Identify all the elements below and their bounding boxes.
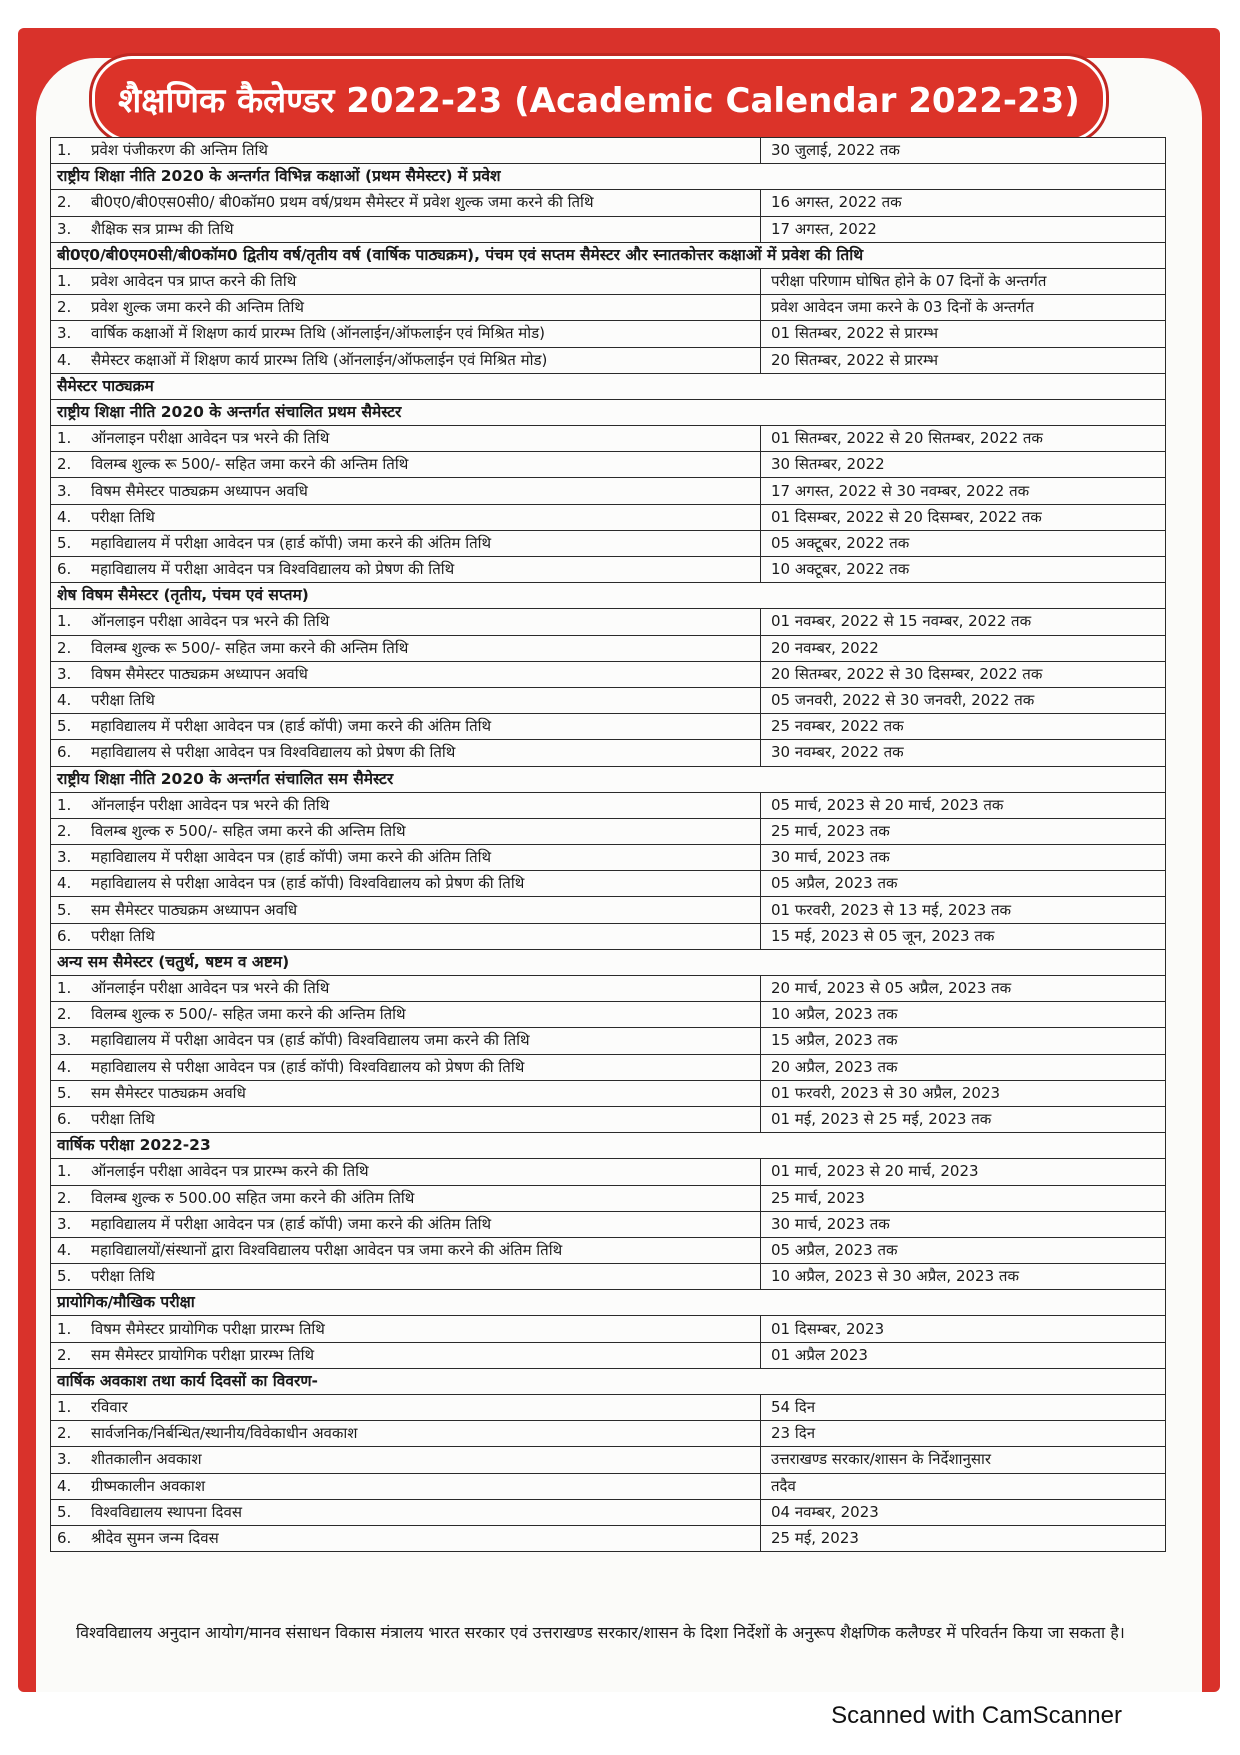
table-row (51, 190, 1166, 216)
row-number: 5. (57, 1083, 72, 1102)
row-value: 17 अगस्त, 2022 से 30 नवम्बर, 2022 तक (761, 478, 1166, 504)
table-row (51, 740, 1166, 766)
row-label-cell (51, 190, 761, 216)
row-number: 2. (57, 298, 72, 317)
row-number: 4. (57, 1240, 72, 1259)
table-row (51, 530, 1166, 556)
row-label-cell (51, 871, 761, 897)
row-label-cell (51, 1106, 761, 1132)
row-label-cell (51, 923, 761, 949)
table-row (51, 268, 1166, 294)
row-number: 3. (57, 219, 72, 238)
row-number: 2. (57, 638, 72, 657)
row-number: 1. (57, 1319, 72, 1338)
table-row (51, 347, 1166, 373)
row-label-cell (51, 138, 761, 164)
table-row (51, 504, 1166, 530)
table-row (51, 1473, 1166, 1499)
row-label: महाविद्यालय में परीक्षा आवेदन पत्र (हार्ड कॉपी) जमा करने की अंतिम तिथि (91, 717, 492, 736)
table-row (51, 792, 1166, 818)
row-value: 17 अगस्त, 2022 (761, 216, 1166, 242)
table-row (51, 818, 1166, 844)
table-row (51, 635, 1166, 661)
row-label-cell (51, 216, 761, 242)
table-row (51, 1447, 1166, 1473)
table-row (51, 1342, 1166, 1368)
academic-calendar-table (50, 137, 1166, 1552)
row-label-cell (51, 1395, 761, 1421)
row-label: विषम सैमेस्टर प्रायोगिक परीक्षा प्रारम्भ तिथि (91, 1319, 325, 1338)
row-label: महाविद्यालय में परीक्षा आवेदन पत्र (हार्ड कॉपी) विश्वविद्यालय जमा करने की तिथि (91, 1031, 530, 1050)
row-number: 2. (57, 455, 72, 474)
table-row (51, 897, 1166, 923)
row-value: 01 फरवरी, 2023 से 13 मई, 2023 तक (761, 897, 1166, 923)
table-row (51, 1237, 1166, 1263)
row-label: विषम सैमेस्टर पाठ्यक्रम अध्यापन अवधि (91, 664, 308, 683)
table-row (51, 1211, 1166, 1237)
row-value: 10 अप्रैल, 2023 तक (761, 1002, 1166, 1028)
row-value: 30 मार्च, 2023 तक (761, 845, 1166, 871)
row-number: 3. (57, 481, 72, 500)
table-row (51, 976, 1166, 1002)
row-label-cell (51, 1499, 761, 1525)
row-label: प्रवेश पंजीकरण की अन्तिम तिथि (91, 141, 268, 160)
table-row (51, 321, 1166, 347)
row-label: विलम्ब शुल्क रू 500/- सहित जमा करने की अन्तिम तिथि (91, 638, 409, 657)
section-header: शेष विषम सैमेस्टर (तृतीय, पंचम एवं सप्तम) (51, 583, 1166, 609)
section-header-row (51, 1133, 1166, 1159)
table-row (51, 1395, 1166, 1421)
table-row (51, 714, 1166, 740)
row-label-cell (51, 1080, 761, 1106)
row-label: परीक्षा तिथि (91, 691, 155, 710)
table-row (51, 216, 1166, 242)
row-value: 01 सितम्बर, 2022 से प्रारम्भ (761, 321, 1166, 347)
row-label-cell (51, 845, 761, 871)
row-label: वार्षिक कक्षाओं में शिक्षण कार्य प्रारम्भ तिथि (ऑनलाईन/ऑफलाईन एवं मिश्रित मोड) (91, 324, 545, 343)
row-number: 6. (57, 560, 72, 579)
row-number: 2. (57, 1005, 72, 1024)
row-label: महाविद्यालय में परीक्षा आवेदन पत्र विश्वविद्यालय को प्रेषण की तिथि (91, 560, 455, 579)
table-row (51, 1185, 1166, 1211)
row-label-cell (51, 976, 761, 1002)
row-number: 1. (57, 429, 72, 448)
row-label: ऑनलाईन परीक्षा आवेदन पत्र भरने की तिथि (91, 979, 330, 998)
scanner-watermark: Scanned with CamScanner (831, 1702, 1122, 1729)
row-value: 54 दिन (761, 1395, 1166, 1421)
row-value: 01 मार्च, 2023 से 20 मार्च, 2023 (761, 1159, 1166, 1185)
row-label: विषम सैमेस्टर पाठ्यक्रम अध्यापन अवधि (91, 481, 308, 500)
row-label-cell (51, 1159, 761, 1185)
table-row (51, 1316, 1166, 1342)
row-number: 6. (57, 743, 72, 762)
row-label-cell (51, 1237, 761, 1263)
row-label: श्रीदेव सुमन जन्म दिवस (91, 1529, 219, 1548)
table-row (51, 1421, 1166, 1447)
row-number: 2. (57, 1345, 72, 1364)
row-label: विलम्ब शुल्क रु 500/- सहित जमा करने की अन्तिम तिथि (91, 1005, 406, 1024)
row-label: सैमेस्टर कक्षाओं में शिक्षण कार्य प्रारम्भ तिथि (ऑनलाईन/ऑफलाईन एवं मिश्रित मोड) (91, 350, 548, 369)
row-number: 4. (57, 691, 72, 710)
calendar-table-body (51, 138, 1166, 1552)
table-row (51, 609, 1166, 635)
row-label-cell (51, 452, 761, 478)
row-value: 25 मार्च, 2023 तक (761, 818, 1166, 844)
row-label: परीक्षा तिथि (91, 1110, 155, 1129)
row-label: ऑनलाईन परीक्षा आवेदन पत्र भरने की तिथि (91, 795, 330, 814)
table-row (51, 1159, 1166, 1185)
row-value: 01 सितम्बर, 2022 से 20 सितम्बर, 2022 तक (761, 426, 1166, 452)
table-row (51, 845, 1166, 871)
row-number: 1. (57, 979, 72, 998)
row-label-cell (51, 609, 761, 635)
row-number: 4. (57, 350, 72, 369)
row-number: 1. (57, 1398, 72, 1417)
table-row (51, 557, 1166, 583)
row-number: 4. (57, 1057, 72, 1076)
row-value: 15 मई, 2023 से 05 जून, 2023 तक (761, 923, 1166, 949)
row-label-cell (51, 1185, 761, 1211)
row-value: 25 नवम्बर, 2022 तक (761, 714, 1166, 740)
section-header-row (51, 583, 1166, 609)
row-value: 04 नवम्बर, 2023 (761, 1499, 1166, 1525)
row-label: महाविद्यालय में परीक्षा आवेदन पत्र (हार्ड कॉपी) जमा करने की अंतिम तिथि (91, 533, 492, 552)
section-header: सैमेस्टर पाठ्यक्रम (51, 373, 1166, 399)
row-number: 6. (57, 926, 72, 945)
row-value: 10 अप्रैल, 2023 से 30 अप्रैल, 2023 तक (761, 1264, 1166, 1290)
row-value: 01 दिसम्बर, 2023 (761, 1316, 1166, 1342)
row-label: महाविद्यालय से परीक्षा आवेदन पत्र (हार्ड कॉपी) विश्वविद्यालय को प्रेषण की तिथि (91, 874, 525, 893)
row-label-cell (51, 268, 761, 294)
row-value: 05 जनवरी, 2022 से 30 जनवरी, 2022 तक (761, 687, 1166, 713)
row-label: महाविद्यालय में परीक्षा आवेदन पत्र (हार्ड कॉपी) जमा करने की अंतिम तिथि (91, 1214, 492, 1233)
row-value: 20 सितम्बर, 2022 से 30 दिसम्बर, 2022 तक (761, 661, 1166, 687)
row-number: 6. (57, 1110, 72, 1129)
row-number: 5. (57, 900, 72, 919)
row-number: 2. (57, 1424, 72, 1443)
row-label-cell (51, 530, 761, 556)
row-label-cell (51, 478, 761, 504)
row-label: शीतकालीन अवकाश (91, 1450, 202, 1469)
section-header-row (51, 373, 1166, 399)
row-value: 01 अप्रैल 2023 (761, 1342, 1166, 1368)
table-row (51, 1264, 1166, 1290)
row-value: 30 जुलाई, 2022 तक (761, 138, 1166, 164)
row-label-cell (51, 321, 761, 347)
row-label-cell (51, 1447, 761, 1473)
row-value: प्रवेश आवेदन जमा करने के 03 दिनों के अन्तर्गत (761, 295, 1166, 321)
row-number: 1. (57, 612, 72, 631)
row-label-cell (51, 295, 761, 321)
row-label: सम सैमेस्टर पाठ्यक्रम अवधि (91, 1083, 246, 1102)
row-label: ऑनलाइन परीक्षा आवेदन पत्र भरने की तिथि (91, 429, 330, 448)
row-label: विश्वविद्यालय स्थापना दिवस (91, 1502, 242, 1521)
row-label-cell (51, 504, 761, 530)
row-label-cell (51, 426, 761, 452)
row-label-cell (51, 1264, 761, 1290)
row-number: 2. (57, 193, 72, 212)
row-value: 25 मार्च, 2023 (761, 1185, 1166, 1211)
section-header-row (51, 949, 1166, 975)
table-row (51, 426, 1166, 452)
row-label: सम सैमेस्टर पाठ्यक्रम अध्यापन अवधि (91, 900, 298, 919)
section-header-row (51, 1368, 1166, 1394)
row-number: 1. (57, 141, 72, 160)
section-header: प्रायोगिक/मौखिक परीक्षा (51, 1290, 1166, 1316)
row-label-cell (51, 1342, 761, 1368)
row-label: ऑनलाइन परीक्षा आवेदन पत्र भरने की तिथि (91, 612, 330, 631)
table-row (51, 923, 1166, 949)
section-header-row (51, 399, 1166, 425)
row-label: रविवार (91, 1398, 128, 1417)
row-value: 30 मार्च, 2023 तक (761, 1211, 1166, 1237)
row-number: 3. (57, 1214, 72, 1233)
section-header: बी0ए0/बी0एम0सी/बी0कॉम0 द्वितीय वर्ष/तृतीय वर्ष (वार्षिक पाठ्यक्रम), पंचम एवं सप्तम सैमेस्टर और स्नातकोत्तर कक्षाओं में प्रवेश की तिथि (51, 242, 1166, 268)
table-row (51, 478, 1166, 504)
row-label-cell (51, 897, 761, 923)
row-label-cell (51, 714, 761, 740)
section-header: वार्षिक अवकाश तथा कार्य दिवसों का विवरण- (51, 1368, 1166, 1394)
footer-note: विश्वविद्यालय अनुदान आयोग/मानव संसाधन विकास मंत्रालय भारत सरकार एवं उत्तराखण्ड सरकार/शासन के दिशा निर्देशों के अनुरूप शैक्षणिक कलैण्डर में परिवर्तन किया जा सकता है। (76, 1623, 1125, 1642)
row-value: 20 नवम्बर, 2022 (761, 635, 1166, 661)
table-row (51, 1499, 1166, 1525)
section-header: अन्य सम सैमेस्टर (चतुर्थ, षष्टम व अष्टम) (51, 949, 1166, 975)
row-label: महाविद्यालय से परीक्षा आवेदन पत्र (हार्ड कॉपी) विश्वविद्यालय को प्रेषण की तिथि (91, 1057, 525, 1076)
section-header-row (51, 242, 1166, 268)
page-title: शैक्षणिक कैलेण्डर 2022-23 (Academic Calendar 2022-23) (92, 56, 1106, 142)
table-row (51, 1525, 1166, 1551)
row-label-cell (51, 818, 761, 844)
row-label-cell (51, 347, 761, 373)
row-value: उत्तराखण्ड सरकार/शासन के निर्देशानुसार (761, 1447, 1166, 1473)
row-label-cell (51, 1421, 761, 1447)
row-label: विलम्ब शुल्क रु 500.00 सहित जमा करने की अंतिम तिथि (91, 1188, 415, 1207)
row-number: 1. (57, 272, 72, 291)
row-value: 01 मई, 2023 से 25 मई, 2023 तक (761, 1106, 1166, 1132)
row-label-cell (51, 740, 761, 766)
row-number: 3. (57, 1031, 72, 1050)
row-label: परीक्षा तिथि (91, 507, 155, 526)
row-number: 3. (57, 848, 72, 867)
row-label: ऑनलाईन परीक्षा आवेदन पत्र प्रारम्भ करने की तिथि (91, 1162, 369, 1181)
table-row (51, 1002, 1166, 1028)
row-value: 20 सितम्बर, 2022 से प्रारम्भ (761, 347, 1166, 373)
row-number: 4. (57, 507, 72, 526)
row-number: 2. (57, 821, 72, 840)
row-label: विलम्ब शुल्क रू 500/- सहित जमा करने की अन्तिम तिथि (91, 455, 409, 474)
section-header: राष्ट्रीय शिक्षा नीति 2020 के अन्तर्गत संचालित सम सैमेस्टर (51, 766, 1166, 792)
row-number: 5. (57, 1502, 72, 1521)
row-value: 20 मार्च, 2023 से 05 अप्रैल, 2023 तक (761, 976, 1166, 1002)
row-label: महाविद्यालयों/संस्थानों द्वारा विश्वविद्यालय परीक्षा आवेदन पत्र जमा करने की अंतिम तिथि (91, 1240, 563, 1259)
row-label: विलम्ब शुल्क रु 500/- सहित जमा करने की अन्तिम तिथि (91, 821, 406, 840)
row-number: 6. (57, 1529, 72, 1548)
section-header-row (51, 766, 1166, 792)
row-value: 01 नवम्बर, 2022 से 15 नवम्बर, 2022 तक (761, 609, 1166, 635)
row-number: 1. (57, 795, 72, 814)
row-value: तदैव (761, 1473, 1166, 1499)
row-label-cell (51, 1054, 761, 1080)
row-label: महाविद्यालय में परीक्षा आवेदन पत्र (हार्ड कॉपी) जमा करने की अंतिम तिथि (91, 848, 492, 867)
row-value: 15 अप्रैल, 2023 तक (761, 1028, 1166, 1054)
row-label: परीक्षा तिथि (91, 1267, 155, 1286)
row-label-cell (51, 1473, 761, 1499)
row-label: सम सैमेस्टर प्रायोगिक परीक्षा प्रारम्भ तिथि (91, 1345, 315, 1364)
row-label-cell (51, 661, 761, 687)
section-header-row (51, 1290, 1166, 1316)
section-header-row (51, 164, 1166, 190)
row-number: 5. (57, 533, 72, 552)
row-value: 05 मार्च, 2023 से 20 मार्च, 2023 तक (761, 792, 1166, 818)
row-label: ग्रीष्मकालीन अवकाश (91, 1476, 206, 1495)
table-row (51, 1080, 1166, 1106)
row-value: 01 दिसम्बर, 2022 से 20 दिसम्बर, 2022 तक (761, 504, 1166, 530)
row-number: 3. (57, 324, 72, 343)
row-label-cell (51, 1002, 761, 1028)
row-value: 16 अगस्त, 2022 तक (761, 190, 1166, 216)
table-row (51, 661, 1166, 687)
row-value: 05 अक्टूबर, 2022 तक (761, 530, 1166, 556)
row-label-cell (51, 1028, 761, 1054)
row-value: 10 अक्टूबर, 2022 तक (761, 557, 1166, 583)
row-label: शैक्षिक सत्र प्राम्भ की तिथि (91, 219, 234, 238)
row-number: 4. (57, 1476, 72, 1495)
row-number: 3. (57, 1450, 72, 1469)
row-label: महाविद्यालय से परीक्षा आवेदन पत्र विश्वविद्यालय को प्रेषण की तिथि (91, 743, 456, 762)
row-number: 1. (57, 1162, 72, 1181)
table-row (51, 687, 1166, 713)
table-row (51, 452, 1166, 478)
row-value: परीक्षा परिणाम घोषित होने के 07 दिनों के अन्तर्गत (761, 268, 1166, 294)
row-label: प्रवेश शुल्क जमा करने की अन्तिम तिथि (91, 298, 304, 317)
row-label-cell (51, 792, 761, 818)
row-value: 30 नवम्बर, 2022 तक (761, 740, 1166, 766)
row-label-cell (51, 1316, 761, 1342)
section-header: राष्ट्रीय शिक्षा नीति 2020 के अन्तर्गत संचालित प्रथम सैमेस्टर (51, 399, 1166, 425)
section-header: वार्षिक परीक्षा 2022-23 (51, 1133, 1166, 1159)
row-value: 23 दिन (761, 1421, 1166, 1447)
table-row (51, 1054, 1166, 1080)
row-label: प्रवेश आवेदन पत्र प्राप्त करने की तिथि (91, 272, 297, 291)
row-value: 30 सितम्बर, 2022 (761, 452, 1166, 478)
table-row (51, 295, 1166, 321)
row-value: 25 मई, 2023 (761, 1525, 1166, 1551)
row-number: 5. (57, 717, 72, 736)
table-row (51, 871, 1166, 897)
row-value: 05 अप्रैल, 2023 तक (761, 1237, 1166, 1263)
row-label-cell (51, 635, 761, 661)
row-value: 05 अप्रैल, 2023 तक (761, 871, 1166, 897)
row-value: 20 अप्रैल, 2023 तक (761, 1054, 1166, 1080)
row-label-cell (51, 1525, 761, 1551)
table-row (51, 1028, 1166, 1054)
row-label: सार्वजनिक/निर्बन्धित/स्थानीय/विवेकाधीन अवकाश (91, 1424, 358, 1443)
row-number: 2. (57, 1188, 72, 1207)
table-row (51, 138, 1166, 164)
row-label-cell (51, 557, 761, 583)
row-number: 4. (57, 874, 72, 893)
row-value: 01 फरवरी, 2023 से 30 अप्रैल, 2023 (761, 1080, 1166, 1106)
row-number: 3. (57, 664, 72, 683)
row-label: परीक्षा तिथि (91, 926, 155, 945)
row-label-cell (51, 687, 761, 713)
row-label-cell (51, 1211, 761, 1237)
section-header: राष्ट्रीय शिक्षा नीति 2020 के अन्तर्गत विभिन्न कक्षाओं (प्रथम सैमेस्टर) में प्रवेश (51, 164, 1166, 190)
table-row (51, 1106, 1166, 1132)
row-label: बी0ए0/बी0एस0सी0/ बी0कॉम0 प्रथम वर्ष/प्रथम सैमेस्टर में प्रवेश शुल्क जमा करने की तिथि (91, 193, 594, 212)
row-number: 5. (57, 1267, 72, 1286)
